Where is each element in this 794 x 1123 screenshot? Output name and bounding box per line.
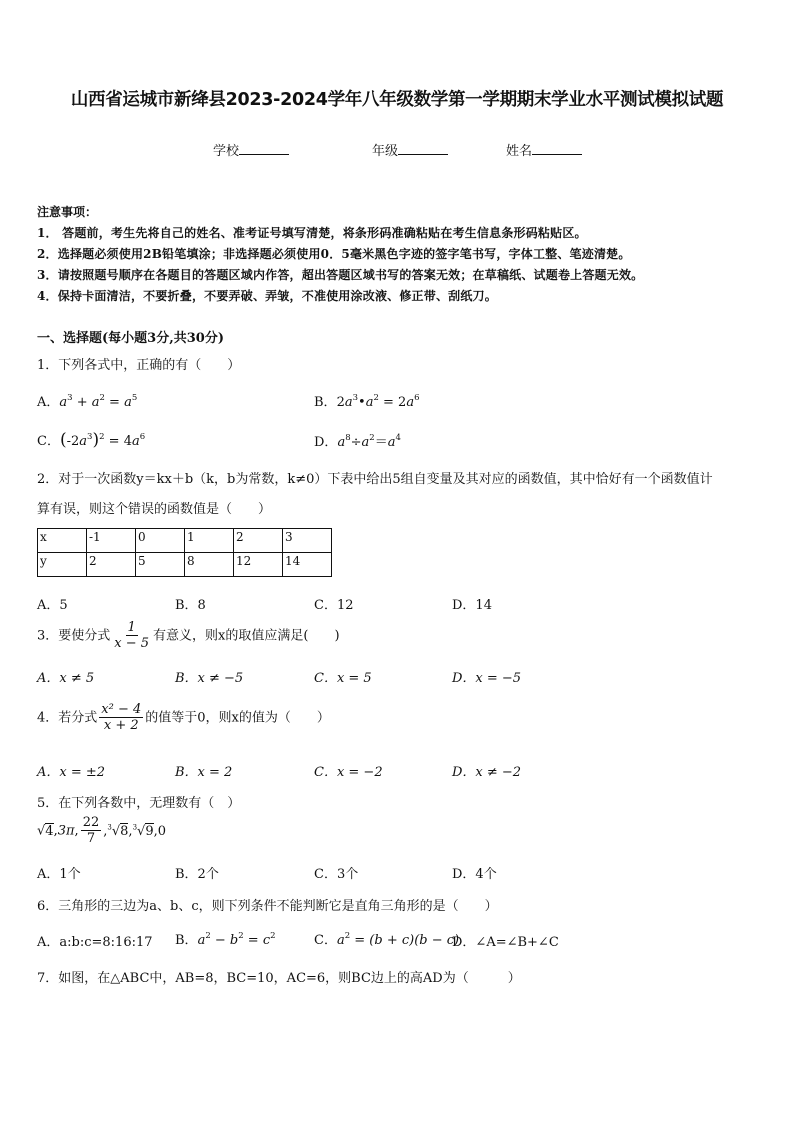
page-title: 山西省运城市新绛县2023-2024学年八年级数学第一学期期末学业水平测试模拟试题: [70, 90, 724, 110]
table-cell: 14: [283, 553, 332, 577]
question-2-stem-line2: 算有误，则这个错误的函数值是（ ）: [37, 502, 272, 517]
section-heading: 一、选择题(每小题3分,共30分): [37, 331, 224, 346]
table-cell: y: [38, 553, 87, 577]
question-1-stem: 1．下列各式中，正确的有（ ）: [37, 358, 241, 373]
table-cell: 8: [185, 553, 234, 577]
question-1-option-c: C．$(-2a^3)^2 = 4a^6$: [37, 430, 146, 450]
question-4-option-b: B．x = 2: [175, 765, 233, 780]
question-2-option-a: A．5: [37, 598, 68, 613]
question-6-option-b: B．$a^2 - b^2 = c^2$: [175, 931, 276, 948]
note-item: 3．请按照题号顺序在各题目的答题区域内作答，超出答题区域书写的答案无效；在草稿纸、试题卷上答题无效。: [37, 268, 644, 282]
question-5-option-c: C．3个: [314, 867, 359, 882]
school-label: 学校: [213, 144, 240, 159]
question-7-stem: 7．如图，在△ABC中，AB=8，BC=10，AC=6，则BC边上的高AD为（ ）: [37, 971, 521, 986]
grade-blank: [398, 142, 448, 155]
table-cell: 2: [87, 553, 136, 577]
table-row: [38, 529, 332, 553]
table-cell: 0: [136, 529, 185, 553]
table-cell: 3: [283, 529, 332, 553]
question-3-option-d: D．x = −5: [452, 671, 522, 686]
table-cell: 5: [136, 553, 185, 577]
question-1-option-d: D．$a^8\div a^2=a^4$: [314, 433, 401, 450]
question-4-stem: 4．若分式 $\frac{\text{x² − 4}}{x + 2}$ 的值等于0，则x的值为（ ）: [37, 702, 330, 733]
table-cell: 12: [234, 553, 283, 577]
note-item: 2．选择题必须使用2B铅笔填涂；非选择题必须使用0．5毫米黑色字迹的签字笔书写，字体工整、笔迹清楚。: [37, 247, 631, 261]
question-4-option-d: D．x ≠ −2: [452, 765, 522, 780]
question-5-option-d: D．4个: [452, 867, 497, 882]
question-2-option-d: D．14: [452, 598, 492, 613]
question-2-option-c: C．12: [314, 598, 354, 613]
question-2-table: [37, 528, 332, 577]
question-5-option-b: B．2个: [175, 867, 219, 882]
notes-heading: 注意事项：: [37, 205, 98, 219]
question-6-option-c: C．$a^2 = (b + c)(b - c)$: [314, 931, 460, 948]
table-row: [38, 553, 332, 577]
fraction: $\frac{1}{x - 5}$: [114, 620, 150, 651]
name-blank: [532, 142, 582, 155]
question-1-option-a: A．$a^3 + a^2 = a^5$: [37, 393, 138, 410]
school-field: [213, 140, 289, 159]
table-cell: 1: [185, 529, 234, 553]
school-blank: [239, 142, 289, 155]
question-2-stem-line1: 2．对于一次函数y＝kx＋b（k，b为常数，k≠0）下表中给出5组自变量及其对应的函数值，其中恰好有一个函数值计: [37, 472, 713, 487]
grade-field: [372, 140, 448, 159]
grade-label: 年级: [372, 144, 399, 159]
table-cell: 2: [234, 529, 283, 553]
question-1-option-b: B．$2a^3•a^2 = 2a^6$: [314, 393, 420, 410]
question-5-numbers: √4,3π, $\frac{22}{7}$ ,$^3$√8,$^3$√9,0: [37, 815, 167, 846]
question-3-option-b: B．x ≠ −5: [175, 671, 244, 686]
question-2-option-b: B．8: [175, 598, 206, 613]
question-3-option-a: A．x ≠ 5: [37, 671, 95, 686]
question-5-option-a: A．1个: [37, 867, 81, 882]
question-5-stem: 5．在下列各数中，无理数有（ ）: [37, 796, 241, 811]
question-6-stem: 6．三角形的三边为a、b、c，则下列条件不能判断它是直角三角形的是（ ）: [37, 899, 498, 914]
question-4-option-c: C．x = −2: [314, 765, 383, 780]
question-3-stem: 3．要使分式 $\frac{1}{x - 5}$ 有意义，则x的取值应满足( ): [37, 620, 340, 651]
question-3-option-c: C．x = 5: [314, 671, 372, 686]
question-6-option-a: A．a:b:c=8:16:17: [37, 935, 153, 950]
note-item: 4．保持卡面清洁，不要折叠，不要弄破、弄皱，不准使用涂改液、修正带、刮纸刀。: [37, 289, 497, 303]
fraction: $\frac{\text{x² − 4}}{x + 2}$: [101, 702, 142, 733]
question-6-option-d: D．∠A=∠B+∠C: [452, 935, 559, 950]
question-4-option-a: A．x = ±2: [37, 765, 106, 780]
note-item: 1． 答题前，考生先将自己的姓名、准考证号填写清楚，将条形码准确粘贴在考生信息条形码粘贴区。: [37, 226, 587, 240]
table-cell: x: [38, 529, 87, 553]
name-field: [506, 140, 582, 159]
name-label: 姓名: [506, 144, 533, 159]
table-cell: -1: [87, 529, 136, 553]
